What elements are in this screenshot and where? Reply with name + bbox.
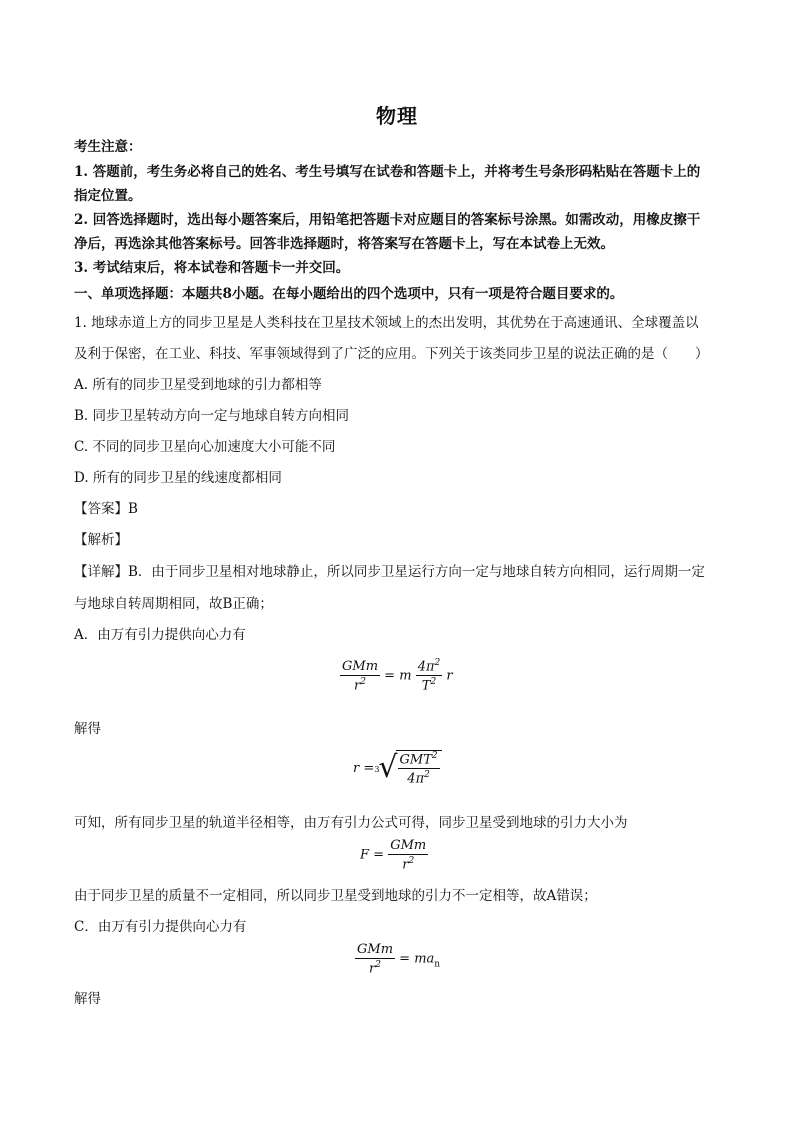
symbol: r bbox=[446, 668, 453, 684]
section-header: 一、单项选择题：本题共8小题。在每小题给出的四个选项中，只有一项是符合题目要求的。 bbox=[74, 286, 624, 302]
equals-sign: = bbox=[399, 951, 411, 967]
cube-root bbox=[374, 750, 441, 787]
option-c: C. 不同的同步卫星向心加速度大小可能不同 bbox=[74, 439, 336, 455]
exponent: 2 bbox=[360, 676, 366, 687]
numerator: GMm bbox=[390, 838, 427, 853]
subscript: n bbox=[434, 959, 441, 970]
equation-orbit-radius bbox=[353, 750, 442, 787]
solve-label-1: 解得 bbox=[74, 721, 101, 737]
symbol: 4π bbox=[417, 659, 435, 675]
exponent: 2 bbox=[375, 960, 381, 970]
symbol: m bbox=[399, 668, 412, 684]
symbol: r bbox=[354, 678, 361, 693]
option-a: A. 所有的同步卫星受到地球的引力都相等 bbox=[74, 377, 322, 393]
exponent: 2 bbox=[431, 751, 438, 761]
analysis-label: 【解析】 bbox=[74, 532, 128, 548]
numerator bbox=[398, 751, 440, 769]
answer-label: 【答案】B bbox=[74, 501, 138, 517]
root-index: 3 bbox=[374, 765, 380, 775]
equation-gravity-force bbox=[360, 838, 428, 872]
option-a-analysis-intro: A．由万有引力提供向心力有 bbox=[74, 627, 246, 643]
denominator bbox=[405, 769, 432, 786]
conclusion-line-2: 由于同步卫星的质量不一定相同，所以同步卫星受到地球的引力不一定相等，故A错误； bbox=[74, 888, 597, 904]
equals-sign: = bbox=[384, 668, 396, 684]
exponent: 2 bbox=[430, 677, 437, 688]
symbol: F bbox=[360, 847, 370, 863]
denominator bbox=[420, 676, 438, 693]
numerator: GMm bbox=[357, 942, 394, 957]
fraction bbox=[340, 659, 380, 693]
conclusion-line-1: 可知，所有同步卫星的轨道半径相等，由万有引力公式可得，同步卫星受到地球的引力大小为 bbox=[74, 815, 628, 831]
notice-item-1a: 1. 答题前，考生务必将自己的姓名、考生号填写在试卷和答题卡上，并将考生号条形码粘贴在答题卡上的 bbox=[74, 164, 701, 180]
detail-line-a: 【详解】B．由于同步卫星相对地球静止，所以同步卫星运行方向一定与地球自转方向相同，运行周期一定 bbox=[74, 564, 705, 580]
symbol: 4π bbox=[407, 771, 425, 787]
numerator: GMm bbox=[342, 658, 379, 674]
denominator bbox=[400, 855, 416, 872]
fraction bbox=[416, 658, 443, 694]
fraction bbox=[398, 751, 440, 787]
option-c-analysis-intro: C．由万有引力提供向心力有 bbox=[74, 919, 247, 935]
solve-label-2: 解得 bbox=[74, 991, 101, 1007]
fraction bbox=[388, 838, 428, 872]
option-b: B. 同步卫星转动方向一定与地球自转方向相同 bbox=[74, 408, 350, 424]
symbol: r bbox=[369, 961, 376, 977]
symbol: ma bbox=[414, 951, 435, 967]
page-title: 物理 bbox=[376, 104, 418, 128]
numerator bbox=[416, 658, 443, 676]
notice-item-1b: 指定位置。 bbox=[74, 188, 142, 204]
question-1-stem-a: 1. 地球赤道上方的同步卫星是人类科技在卫星技术领域上的杰出发明，其优势在于高速通讯、全球覆盖以 bbox=[74, 315, 699, 331]
symbol: GMT bbox=[399, 752, 432, 768]
notice-item-2b: 净后，再选涂其他答案标号。回答非选择题时，将答案写在答题卡上，写在本试卷上无效。 bbox=[74, 236, 614, 252]
detail-line-b: 与地球自转周期相同，故B正确； bbox=[74, 596, 273, 612]
notice-header: 考生注意： bbox=[74, 139, 142, 155]
notice-item-3: 3. 考试结束后，将本试卷和答题卡一并交回。 bbox=[74, 260, 350, 276]
equation-gravity-centripetal bbox=[340, 658, 453, 694]
exponent: 2 bbox=[408, 856, 415, 866]
equation-centripetal-acceleration bbox=[355, 942, 440, 976]
question-1-stem-b: 及利于保密，在工业、科技、军事领域得到了广泛的应用。下列关于该类同步卫星的说法正确的是（ ） bbox=[74, 346, 709, 362]
option-d: D. 所有的同步卫星的线速度都相同 bbox=[74, 470, 282, 486]
equals-sign: = bbox=[373, 847, 385, 863]
radical-sign: 3 √ bbox=[374, 750, 398, 786]
exponent: 2 bbox=[424, 770, 430, 781]
symbol: r bbox=[402, 857, 409, 873]
denominator bbox=[352, 676, 368, 693]
exponent: 2 bbox=[434, 658, 441, 668]
symbol: T bbox=[421, 678, 431, 694]
equals-sign: = bbox=[363, 760, 375, 776]
radicand bbox=[396, 750, 442, 787]
notice-item-2a: 2. 回答选择题时，选出每小题答案后，用铅笔把答题卡对应题目的答案标号涂黑。如需改动，用橡皮擦干 bbox=[74, 212, 701, 228]
fraction bbox=[355, 942, 395, 976]
denominator bbox=[367, 959, 383, 976]
symbol: r bbox=[353, 760, 360, 776]
